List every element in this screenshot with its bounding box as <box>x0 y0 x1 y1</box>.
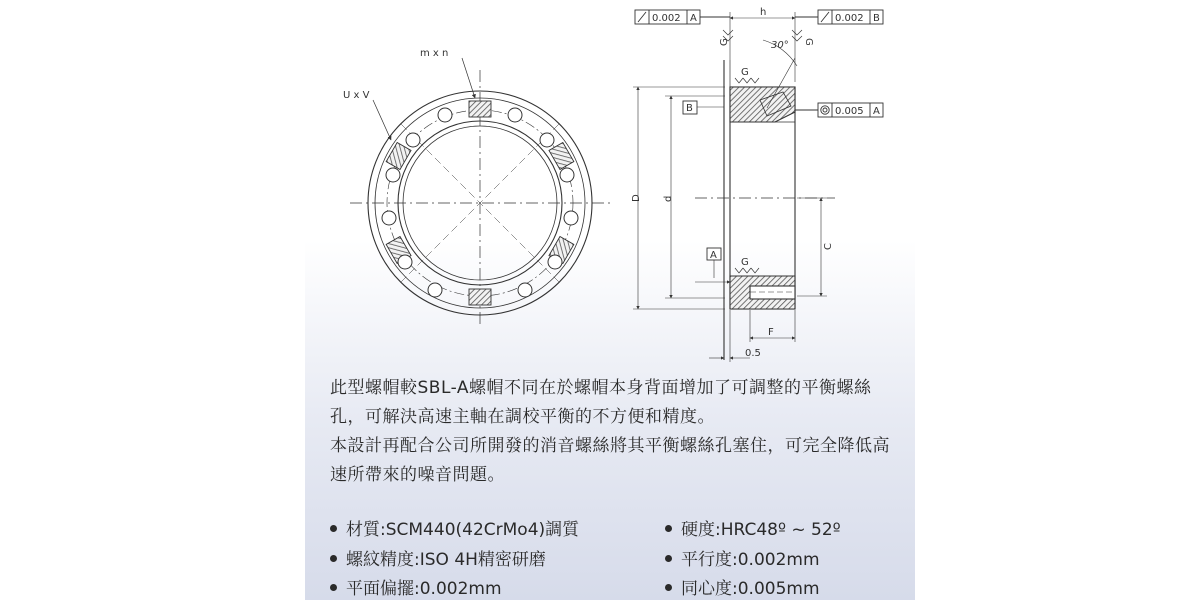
spec-item-parallelism: 平行度:0.002mm <box>665 545 820 570</box>
bullet-icon <box>665 584 672 591</box>
tol-right-value: 0.002 <box>835 13 864 24</box>
tol-frame-left <box>635 10 730 24</box>
front-view <box>350 58 610 325</box>
label-0-5: 0.5 <box>745 348 761 359</box>
spec-item-face-runout: 平面偏擺:0.002mm <box>330 574 502 599</box>
label-mxn: m x n <box>420 48 449 59</box>
label-D: D <box>631 194 642 202</box>
tol-concentric-value: 0.005 <box>835 106 864 117</box>
label-C: C <box>823 243 834 250</box>
tol-right-ref: B <box>873 13 880 24</box>
spec-item-concentricity: 同心度:0.005mm <box>665 574 820 599</box>
bullet-icon <box>330 525 337 532</box>
spec-item-thread-accuracy: 螺紋精度:ISO 4H精密研磨 <box>330 545 546 570</box>
slot-bottom <box>469 289 491 305</box>
label-30deg: 30° <box>771 40 789 51</box>
description-paragraph-1: 此型螺帽較SBL-A螺帽不同在於螺帽本身背面增加了可調整的平衡螺絲孔，可解決高速主軸在調校平衡的不方便和精度。 <box>330 378 872 427</box>
tol-left-ref: A <box>690 13 697 24</box>
tol-concentric-ref: A <box>873 106 880 117</box>
label-F: F <box>768 327 774 338</box>
datum-B-label: B <box>686 103 693 114</box>
label-uxv: U x V <box>343 90 370 101</box>
leader-uxv <box>373 100 391 140</box>
bullet-icon <box>330 555 337 562</box>
bullet-icon <box>330 584 337 591</box>
tol-left-value: 0.002 <box>652 13 681 24</box>
datum-A-label: A <box>710 250 717 261</box>
label-h: h <box>760 7 767 18</box>
technical-drawing <box>305 0 915 370</box>
spec-item-material: 材質:SCM440(42CrMo4)調質 <box>330 515 579 540</box>
spec-item-hardness: 硬度:HRC48º ~ 52º <box>665 515 841 540</box>
label-G-left: G <box>719 38 730 46</box>
bullet-icon <box>665 525 672 532</box>
slot-top <box>469 101 491 117</box>
balance-hole-section <box>750 286 795 299</box>
description-paragraph-2: 本設計再配合公司所開發的消音螺絲將其平衡螺絲孔塞住，可完全降低高速所帶來的噪音問題。 <box>330 436 890 485</box>
label-G-bottom: G <box>741 257 749 268</box>
label-G-top: G <box>741 67 749 78</box>
section-view <box>633 10 883 362</box>
bullet-icon <box>665 555 672 562</box>
label-d: d <box>663 195 674 202</box>
label-G-right: G <box>803 38 814 46</box>
